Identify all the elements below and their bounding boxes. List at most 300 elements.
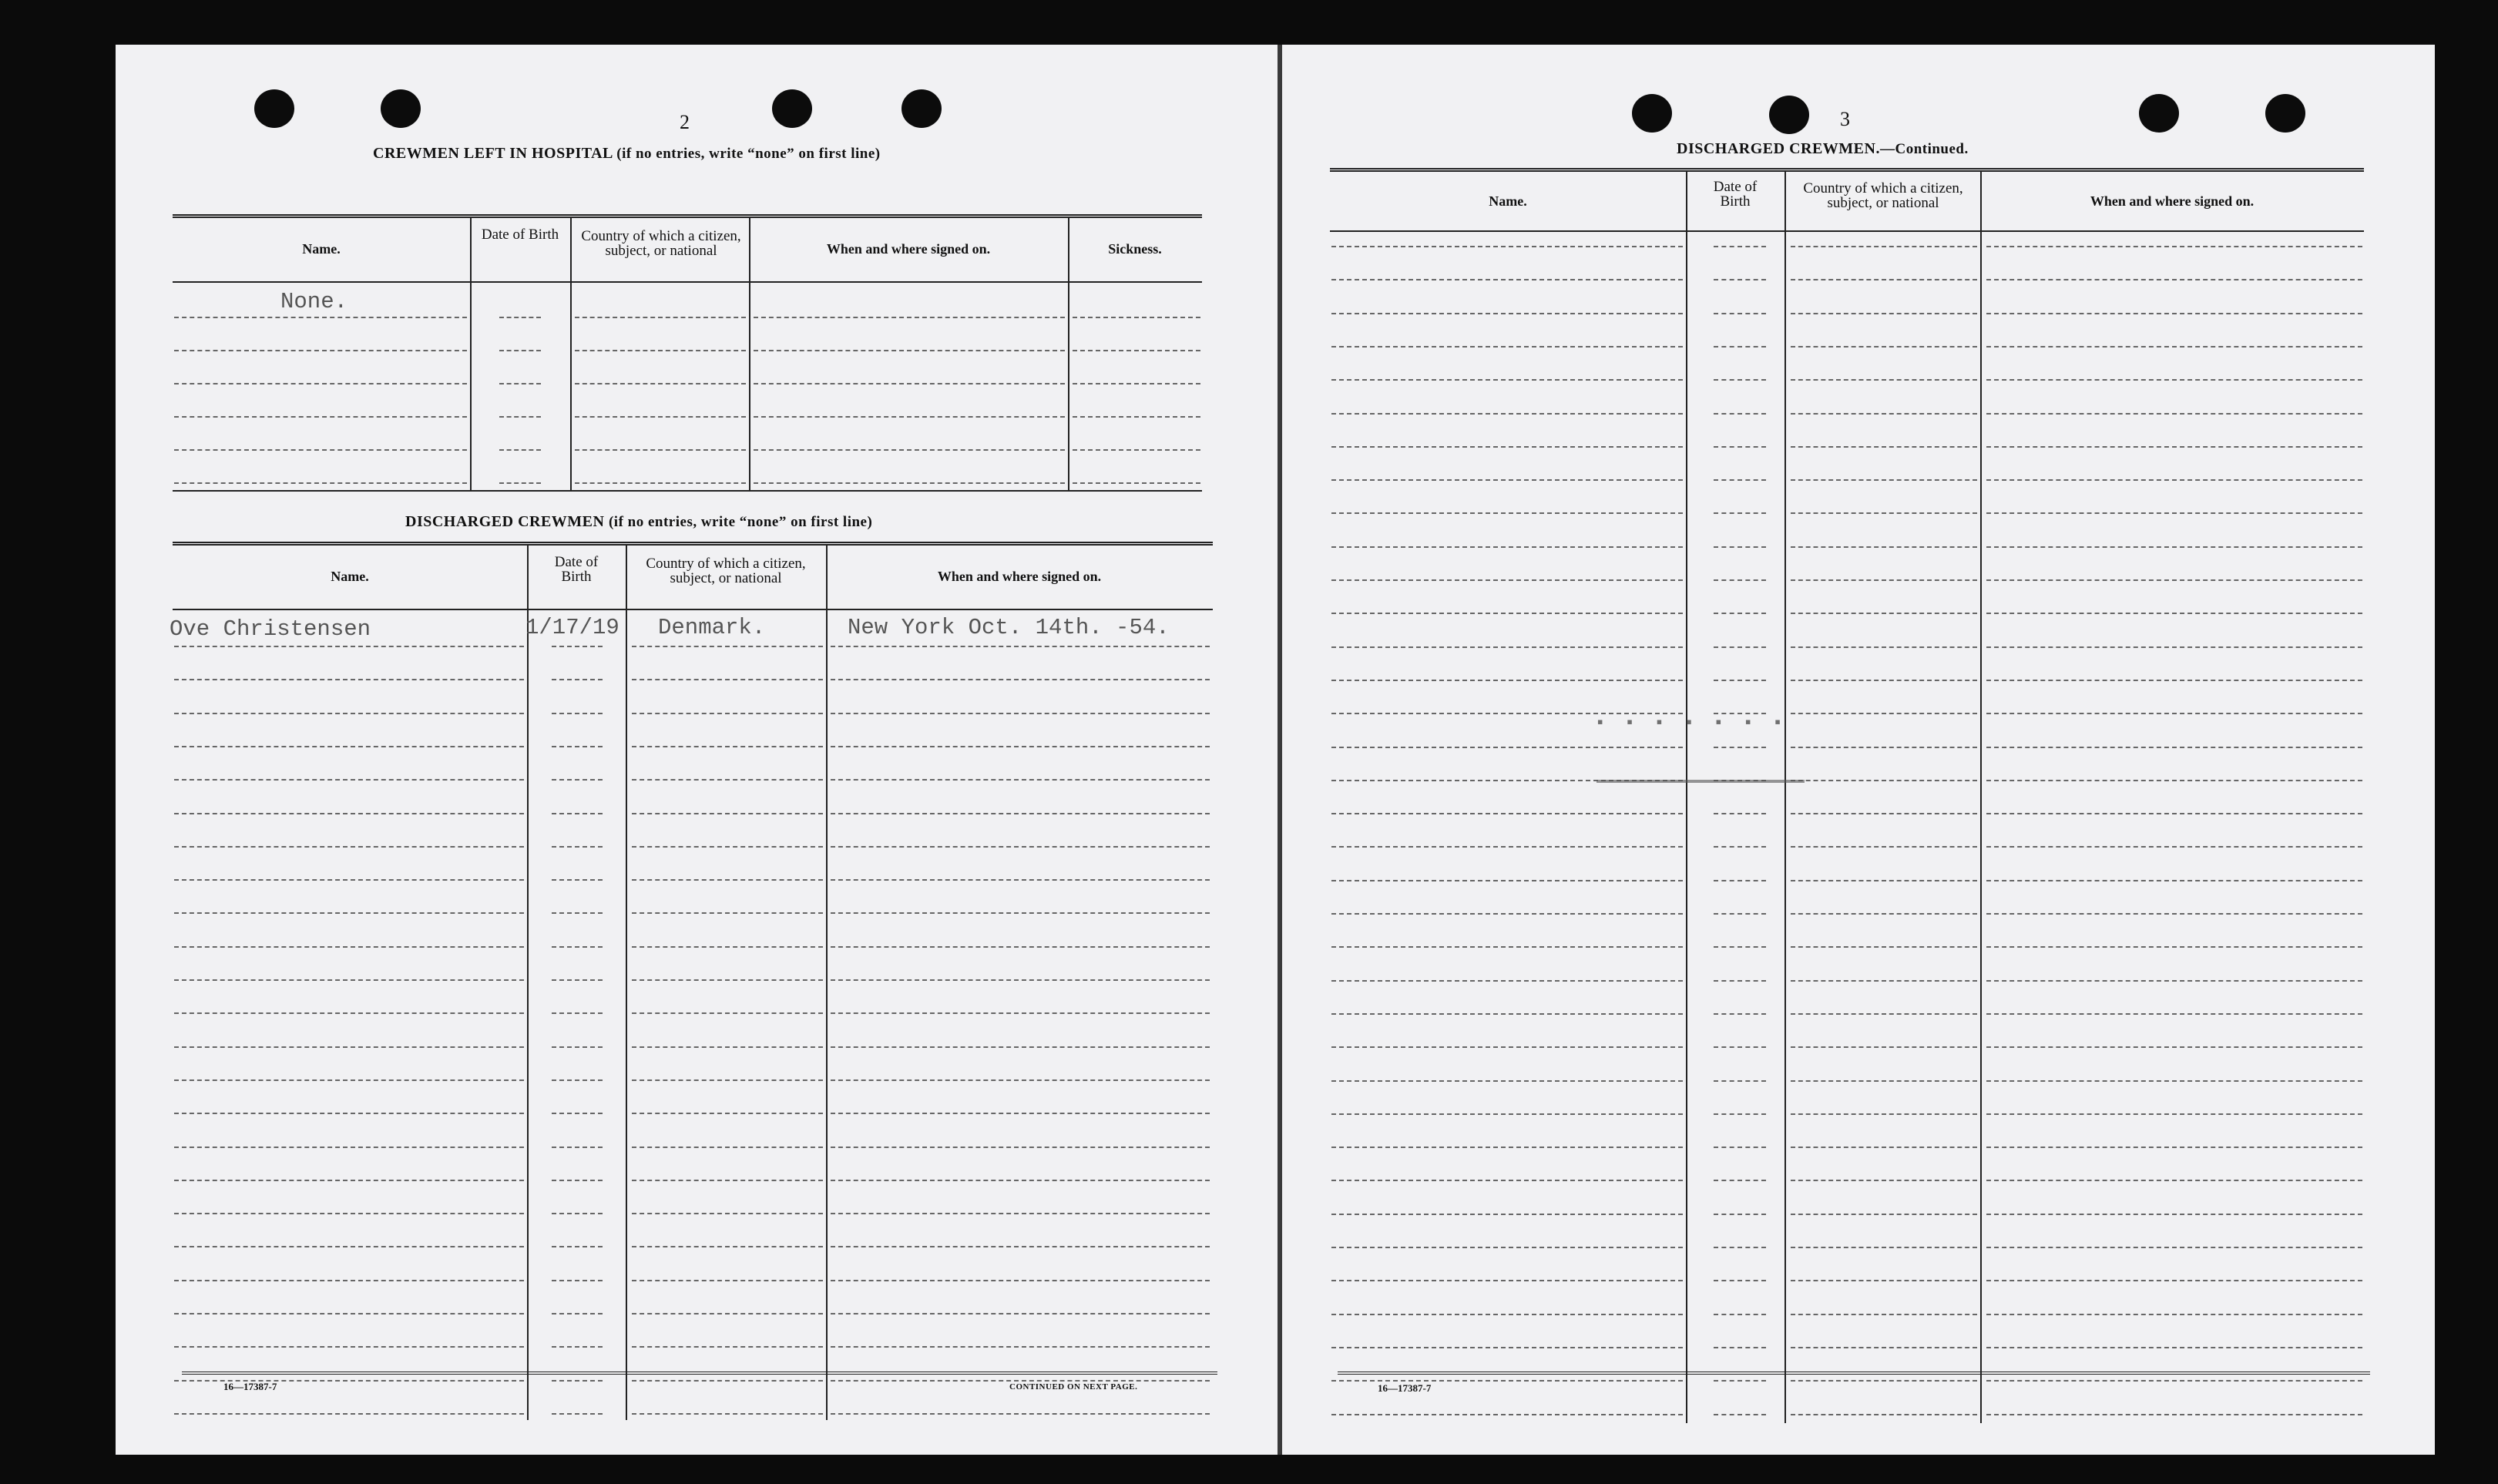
ruled-line xyxy=(632,1246,823,1247)
ruled-line xyxy=(1986,1214,2362,1215)
ruled-line xyxy=(552,1346,603,1348)
ruled-line xyxy=(552,946,603,948)
ruled-line xyxy=(174,912,524,914)
ruled-line xyxy=(1791,813,1977,814)
ruled-line xyxy=(1986,880,2362,881)
ruled-line xyxy=(1331,1113,1683,1115)
ruled-line xyxy=(1331,813,1683,814)
ruled-line xyxy=(1791,1247,1977,1248)
ruled-line xyxy=(1986,780,2362,781)
ruled-line xyxy=(632,1413,823,1415)
ruled-line xyxy=(1714,747,1766,748)
page-bottom-rule xyxy=(182,1372,1217,1375)
continued-section-title xyxy=(1677,140,1969,158)
ruled-line xyxy=(1714,1247,1766,1248)
ruled-line xyxy=(552,846,603,848)
ruled-line xyxy=(1986,813,2362,814)
ruled-line xyxy=(1986,313,2362,314)
ruled-line xyxy=(831,1113,1210,1114)
ruled-line xyxy=(1714,379,1766,381)
ruled-line xyxy=(1986,512,2362,514)
column-divider xyxy=(470,218,472,492)
ruled-line xyxy=(1073,449,1200,451)
ruled-line xyxy=(1791,246,1977,247)
binder-hole xyxy=(381,89,421,128)
ruled-line xyxy=(1791,446,1977,448)
ruled-line xyxy=(1714,913,1766,915)
ruled-line xyxy=(499,482,541,484)
ruled-line xyxy=(1986,680,2362,681)
ruled-line xyxy=(632,779,823,781)
crewman-signed-on: New York Oct. 14th. -54. xyxy=(848,615,1170,640)
ruled-line xyxy=(1986,1180,2362,1181)
ruled-line xyxy=(1986,747,2362,748)
ruled-line xyxy=(1986,1414,2362,1415)
ruled-line xyxy=(1714,1280,1766,1281)
ruled-line xyxy=(831,1079,1210,1081)
ruled-line xyxy=(1331,1180,1683,1181)
header-name: Name. xyxy=(331,569,369,584)
ruled-line xyxy=(831,912,1210,914)
ruled-line xyxy=(1331,880,1683,881)
ruled-line xyxy=(174,350,467,351)
ruled-line xyxy=(1714,1147,1766,1148)
ruled-line xyxy=(831,1346,1210,1348)
ruled-line xyxy=(1791,1380,1977,1382)
ruled-line xyxy=(632,846,823,848)
header-rule xyxy=(173,281,1202,283)
ruled-line xyxy=(1331,1414,1683,1415)
hospital-section-title xyxy=(373,145,881,163)
header-sickness: Sickness. xyxy=(1108,241,1162,257)
ruled-line xyxy=(552,912,603,914)
ruled-line xyxy=(1791,313,1977,314)
ruled-line xyxy=(1714,1046,1766,1048)
hospital-title-text: CREWMEN LEFT IN HOSPITAL xyxy=(373,145,613,162)
ruled-line xyxy=(1986,1147,2362,1148)
ruled-line xyxy=(1331,747,1683,748)
ruled-line xyxy=(1331,1247,1683,1248)
ruled-line xyxy=(1986,1347,2362,1348)
ruled-line xyxy=(1791,846,1977,848)
crewman-date-of-birth: 1/17/19 xyxy=(525,615,619,640)
ruled-line xyxy=(831,979,1210,981)
ruled-line xyxy=(1714,313,1766,314)
ruled-line xyxy=(1714,1080,1766,1082)
ruled-line xyxy=(1791,613,1977,614)
ruled-line xyxy=(1986,646,2362,648)
ruled-line xyxy=(831,1180,1210,1181)
ruled-line xyxy=(174,1280,524,1281)
ruled-line xyxy=(1073,416,1200,418)
ruled-line xyxy=(552,1280,603,1281)
ruled-line xyxy=(1791,546,1977,548)
ruled-line xyxy=(1714,346,1766,347)
ruled-line xyxy=(552,879,603,881)
ruled-line xyxy=(1986,1247,2362,1248)
form-number: 16—17387-7 xyxy=(1378,1382,1432,1394)
ruled-line xyxy=(1791,780,1977,781)
ruled-line xyxy=(1331,646,1683,648)
ruled-line xyxy=(1986,1280,2362,1281)
ruled-line xyxy=(632,1079,823,1081)
ruled-line xyxy=(174,1147,524,1148)
page-number: 3 xyxy=(1840,108,1851,130)
ruled-line xyxy=(1714,1013,1766,1015)
ruled-line xyxy=(174,713,524,714)
ruled-line xyxy=(499,416,541,418)
ruled-line xyxy=(1331,1046,1683,1048)
continued-title-text: DISCHARGED CREWMEN. xyxy=(1677,140,1880,157)
header-name: Name. xyxy=(1489,193,1527,209)
ruled-line xyxy=(1791,279,1977,280)
ruled-line xyxy=(1791,747,1977,748)
ruled-line xyxy=(1986,1080,2362,1082)
ruled-line xyxy=(1714,579,1766,581)
ruled-line xyxy=(1073,317,1200,318)
ruled-line xyxy=(552,679,603,680)
ruled-line xyxy=(1791,1180,1977,1181)
ruled-line xyxy=(1714,413,1766,415)
ruled-line xyxy=(754,416,1065,418)
ruled-line xyxy=(1986,913,2362,915)
ruled-line xyxy=(552,1046,603,1048)
ruled-line xyxy=(831,1380,1210,1382)
ruled-line xyxy=(174,946,524,948)
binder-hole xyxy=(1769,96,1809,134)
ruled-line xyxy=(831,946,1210,948)
ruled-line xyxy=(575,383,746,384)
ruled-line xyxy=(499,317,541,318)
header-rule xyxy=(173,609,1213,610)
ruled-line xyxy=(831,1213,1210,1214)
ruled-line xyxy=(174,779,524,781)
ruled-line xyxy=(1331,446,1683,448)
column-divider xyxy=(527,546,529,1420)
right-page xyxy=(1282,45,2435,1455)
ruled-line xyxy=(831,813,1210,814)
ruled-line xyxy=(1331,246,1683,247)
continued-note: CONTINUED ON NEXT PAGE. xyxy=(1009,1382,1138,1392)
ruled-line xyxy=(1714,1414,1766,1415)
ruled-line xyxy=(754,317,1065,318)
header-date-of-birth: Date of Birth xyxy=(1713,179,1758,210)
discharged-title-text: DISCHARGED CREWMEN xyxy=(405,513,605,530)
ruled-line xyxy=(632,1280,823,1281)
ruled-line xyxy=(1331,279,1683,280)
ruled-line xyxy=(632,1313,823,1314)
ruled-line xyxy=(1073,482,1200,484)
ruled-line xyxy=(1331,946,1683,948)
column-divider xyxy=(1785,172,1786,1423)
ruled-line xyxy=(1714,680,1766,681)
ruled-line xyxy=(1791,680,1977,681)
ruled-line xyxy=(552,1079,603,1081)
binder-hole xyxy=(901,89,942,128)
ruled-line xyxy=(754,482,1065,484)
ruled-line xyxy=(1714,646,1766,648)
ruled-line xyxy=(575,317,746,318)
ruled-line xyxy=(552,1012,603,1014)
ruled-line xyxy=(1986,1380,2362,1382)
ruled-line xyxy=(1986,946,2362,948)
crewman-name: Ove Christensen xyxy=(170,616,371,642)
discharged-table xyxy=(170,542,1213,1420)
stamp-underline xyxy=(1597,780,1805,783)
ruled-line xyxy=(552,1380,603,1382)
ruled-line xyxy=(1791,1280,1977,1281)
ruled-line xyxy=(1791,713,1977,714)
discharged-instruction: (if no entries, write “none” on first line) xyxy=(608,514,873,530)
ruled-line xyxy=(1714,446,1766,448)
ruled-line xyxy=(499,350,541,351)
ruled-line xyxy=(1791,512,1977,514)
ruled-line xyxy=(1791,913,1977,915)
ruled-line xyxy=(1331,846,1683,848)
column-divider xyxy=(826,546,828,1420)
ruled-line xyxy=(575,449,746,451)
ruled-line xyxy=(1331,913,1683,915)
ruled-line xyxy=(552,813,603,814)
ruled-line xyxy=(1714,1314,1766,1315)
ruled-line xyxy=(1791,1113,1977,1115)
column-divider xyxy=(1686,172,1687,1423)
ruled-line xyxy=(1073,383,1200,384)
ruled-line xyxy=(499,383,541,384)
ruled-line xyxy=(174,679,524,680)
ruled-line xyxy=(1986,446,2362,448)
ruled-line xyxy=(174,1180,524,1181)
ruled-line xyxy=(174,1346,524,1348)
ruled-line xyxy=(831,1147,1210,1148)
header-signed-on: When and where signed on. xyxy=(826,241,991,257)
hospital-table xyxy=(173,214,1202,492)
ruled-line xyxy=(1073,350,1200,351)
hospital-instruction: (if no entries, write “none” on first line) xyxy=(616,146,881,162)
ruled-line xyxy=(552,1113,603,1114)
ruled-line xyxy=(174,1413,524,1415)
ruled-line xyxy=(1331,613,1683,614)
ruled-line xyxy=(1714,880,1766,881)
page-bottom-rule xyxy=(1338,1372,2370,1375)
ruled-line xyxy=(1791,1214,1977,1215)
ruled-line xyxy=(831,1313,1210,1314)
ruled-line xyxy=(1986,413,2362,415)
ruled-line xyxy=(831,879,1210,881)
ruled-line xyxy=(632,946,823,948)
left-page xyxy=(116,45,1278,1455)
ruled-line xyxy=(1986,980,2362,982)
ruled-line xyxy=(1791,379,1977,381)
ruled-line xyxy=(831,713,1210,714)
ruled-line xyxy=(754,449,1065,451)
table-bottom-rule xyxy=(173,490,1202,492)
ruled-line xyxy=(1791,880,1977,881)
ruled-line xyxy=(754,350,1065,351)
binder-hole xyxy=(1632,94,1672,133)
ruled-line xyxy=(632,1346,823,1348)
ruled-line xyxy=(1714,279,1766,280)
ruled-line xyxy=(174,746,524,747)
header-date-of-birth: Date of Birth xyxy=(554,554,599,585)
ruled-line xyxy=(552,979,603,981)
ruled-line xyxy=(1714,546,1766,548)
header-country: Country of which a citizen, subject, or national xyxy=(646,556,806,586)
form-number: 16—17387-7 xyxy=(223,1381,277,1392)
ruled-line xyxy=(174,317,467,318)
ruled-line xyxy=(1986,1046,2362,1048)
ruled-line xyxy=(1714,1113,1766,1115)
header-country: Country of which a citizen, subject, or national xyxy=(1803,180,1963,211)
ruled-line xyxy=(1714,1347,1766,1348)
ruled-line xyxy=(632,679,823,680)
ruled-line xyxy=(632,1180,823,1181)
ruled-line xyxy=(1331,680,1683,681)
ruled-line xyxy=(1331,1380,1683,1382)
ruled-line xyxy=(174,813,524,814)
column-divider xyxy=(749,218,750,492)
ruled-line xyxy=(1331,512,1683,514)
ruled-line xyxy=(1986,1013,2362,1015)
ruled-line xyxy=(1986,379,2362,381)
ruled-line xyxy=(1791,980,1977,982)
ruled-line xyxy=(552,746,603,747)
ruled-line xyxy=(831,646,1210,647)
ruled-line xyxy=(632,912,823,914)
ruled-line xyxy=(1986,479,2362,481)
ruled-line xyxy=(174,1046,524,1048)
ruled-line xyxy=(1986,713,2362,714)
ruled-line xyxy=(1714,246,1766,247)
ruled-line xyxy=(1986,846,2362,848)
ruled-line xyxy=(1331,1314,1683,1315)
ruled-line xyxy=(575,482,746,484)
ruled-line xyxy=(174,1213,524,1214)
ruled-line xyxy=(1791,1147,1977,1148)
ruled-line xyxy=(174,846,524,848)
ruled-line xyxy=(831,1012,1210,1014)
ruled-line xyxy=(1331,1214,1683,1215)
ruled-line xyxy=(1331,479,1683,481)
ruled-line xyxy=(831,746,1210,747)
ruled-line xyxy=(1331,413,1683,415)
ruled-line xyxy=(1714,479,1766,481)
ruled-line xyxy=(1331,1080,1683,1082)
header-signed-on: When and where signed on. xyxy=(937,569,1102,584)
ruled-line xyxy=(1714,980,1766,982)
ruled-line xyxy=(831,679,1210,680)
ruled-line xyxy=(1791,413,1977,415)
ruled-line xyxy=(1331,1280,1683,1281)
ruled-line xyxy=(575,416,746,418)
ruled-line xyxy=(1331,579,1683,581)
ruled-line xyxy=(552,1413,603,1415)
ruled-line xyxy=(1331,1013,1683,1015)
ruled-line xyxy=(632,979,823,981)
ruled-line xyxy=(552,1246,603,1247)
ruled-line xyxy=(632,713,823,714)
ruled-line xyxy=(632,879,823,881)
ruled-line xyxy=(174,879,524,881)
ruled-line xyxy=(552,1313,603,1314)
ruled-line xyxy=(1791,646,1977,648)
ruled-line xyxy=(1986,613,2362,614)
ruled-line xyxy=(1986,546,2362,548)
ruled-line xyxy=(552,1180,603,1181)
ruled-line xyxy=(552,713,603,714)
ruled-line xyxy=(174,482,467,484)
ruled-line xyxy=(1331,379,1683,381)
ruled-line xyxy=(1331,1147,1683,1148)
column-divider xyxy=(1068,218,1069,492)
ruled-line xyxy=(632,1012,823,1014)
ruled-line xyxy=(1714,1380,1766,1382)
ruled-line xyxy=(1791,346,1977,347)
binder-hole xyxy=(772,89,812,128)
ruled-line xyxy=(632,1213,823,1214)
ruled-line xyxy=(1986,579,2362,581)
ruled-line xyxy=(632,646,823,647)
ruled-line xyxy=(499,449,541,451)
ruled-line xyxy=(632,813,823,814)
ruled-line xyxy=(1714,512,1766,514)
ruled-line xyxy=(1986,1113,2362,1115)
ruled-line xyxy=(632,746,823,747)
ruled-line xyxy=(754,383,1065,384)
ruled-line xyxy=(831,1413,1210,1415)
faint-stamp: ▪ ▪ ▪ ▪ ▪ ▪ ▪ xyxy=(1595,713,1788,733)
ruled-line xyxy=(174,979,524,981)
ruled-line xyxy=(1791,1414,1977,1415)
ruled-line xyxy=(575,350,746,351)
ruled-line xyxy=(552,1213,603,1214)
page-number: 2 xyxy=(680,111,690,133)
ruled-line xyxy=(1714,946,1766,948)
ruled-line xyxy=(174,646,524,647)
binder-hole xyxy=(2265,94,2305,133)
header-signed-on: When and where signed on. xyxy=(2090,193,2255,209)
crewman-country: Denmark. xyxy=(658,615,766,640)
ruled-line xyxy=(1331,1347,1683,1348)
ruled-line xyxy=(174,1313,524,1314)
header-country: Country of which a citizen, subject, or national xyxy=(581,228,741,259)
header-date-of-birth: Date of Birth xyxy=(481,227,559,243)
ruled-line xyxy=(1714,813,1766,814)
column-divider xyxy=(570,218,572,492)
header-rule xyxy=(1330,230,2364,232)
ruled-line xyxy=(1331,313,1683,314)
continued-title-suffix: —Continued. xyxy=(1879,141,1969,157)
ruled-line xyxy=(831,779,1210,781)
ruled-line xyxy=(632,1113,823,1114)
ruled-line xyxy=(174,1113,524,1114)
ruled-line xyxy=(552,1147,603,1148)
ruled-line xyxy=(632,1147,823,1148)
ruled-line xyxy=(174,416,467,418)
ruled-line xyxy=(1986,246,2362,247)
column-divider xyxy=(626,546,627,1420)
ruled-line xyxy=(831,1046,1210,1048)
ruled-line xyxy=(1791,579,1977,581)
column-divider xyxy=(1980,172,1982,1423)
hospital-entry-name: None. xyxy=(280,289,348,314)
ruled-line xyxy=(1791,1080,1977,1082)
header-name: Name. xyxy=(302,241,341,257)
ruled-line xyxy=(632,1380,823,1382)
discharged-section-title xyxy=(405,513,872,531)
ruled-line xyxy=(1791,1314,1977,1315)
ruled-line xyxy=(1791,1347,1977,1348)
